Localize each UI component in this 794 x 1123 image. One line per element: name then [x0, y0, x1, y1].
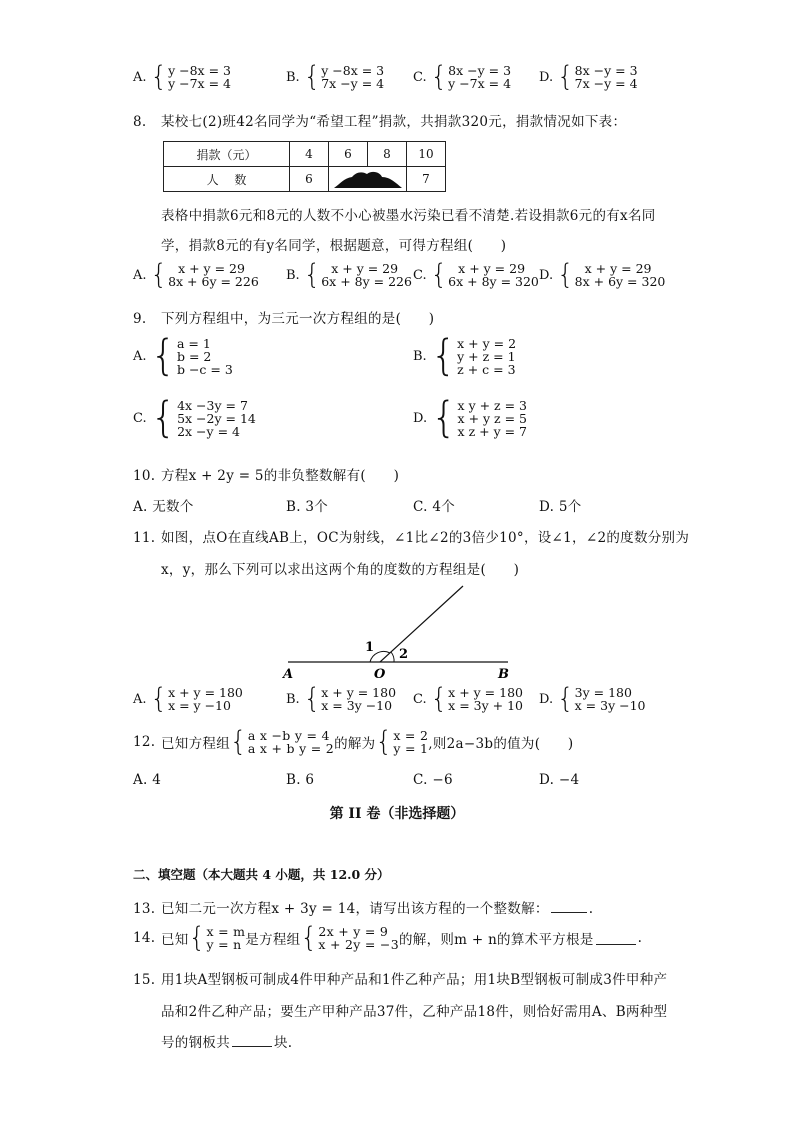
- equation-system: { x + y = 29 8x + 6y = 226: [150, 259, 259, 291]
- table-cell: 7: [407, 167, 446, 192]
- q9-option-d[interactable]: D. { x y + z = 3 x + y z = 5 x z + y = 7: [413, 393, 528, 443]
- equation-system: { a = 1 b = 2 b −c = 3: [150, 331, 233, 381]
- q9-option-c[interactable]: C. { 4x −3y = 7 5x −2y = 14 2x −y = 4: [133, 393, 256, 443]
- answer-blank[interactable]: [232, 1034, 272, 1047]
- table-cell: 捐款（元）: [164, 142, 290, 167]
- question-14-stem: 14. 已知 { x = m y = n 是方程组 { 2x + y = 9 x + 2y = −3 的解，则m + n的算术平方根是 .: [133, 922, 643, 954]
- question-15-text: 品和2件乙种产品；要生产甲种产品37件，乙种产品18件，则恰好需用A、B两种型: [161, 1004, 668, 1020]
- q10-option-d[interactable]: D. 5个: [539, 499, 582, 515]
- equation-system: { x + y = 29 6x + 8y = 320: [430, 259, 539, 291]
- equation-system: { x + y = 29 8x + 6y = 320: [557, 259, 666, 291]
- q7-option-b[interactable]: B. { y −8x = 3 7x −y = 4: [286, 61, 385, 93]
- q7-option-a[interactable]: A. { y −8x = 3 y −7x = 4: [133, 61, 231, 93]
- equation-system: { x + y = 180 x = 3y + 10: [430, 683, 523, 715]
- equation-system: { x y + z = 3 x + y z = 5 x z + y = 7: [431, 393, 528, 443]
- answer-blank[interactable]: [551, 900, 587, 913]
- point-b-label: B: [498, 667, 509, 682]
- donation-table: [163, 141, 446, 192]
- question-8-text: 学，捐款8元的有y名同学，根据题意，可得方程组( ): [161, 238, 507, 254]
- question-8-text: 表格中捐款6元和8元的人数不小心被墨水污染已看不清楚.若设捐款6元的有x名同: [161, 208, 656, 224]
- question-9-stem: 9. 下列方程组中，为三元一次方程组的是( ): [133, 311, 435, 327]
- q8-option-d[interactable]: D. { x + y = 29 8x + 6y = 320: [539, 259, 666, 291]
- q7-option-c[interactable]: C. { 8x −y = 3 y −7x = 4: [413, 61, 512, 93]
- equation-system: { x + y = 180 x = 3y −10: [303, 683, 397, 715]
- equation-system: { 8x −y = 3 7x −y = 4: [557, 61, 638, 93]
- equation-system: { 8x −y = 3 y −7x = 4: [430, 61, 512, 93]
- equation-system: { x + y = 29 6x + 8y = 226: [303, 259, 412, 291]
- table-cell: 10: [407, 142, 446, 167]
- question-15-stem: 15. 用1块A型钢板可制成4件甲种产品和1件乙种产品；用1块B型钢板可制成3件甲种产: [133, 972, 668, 988]
- q10-option-a[interactable]: A. 无数个: [133, 499, 194, 515]
- point-o-label: O: [374, 667, 386, 682]
- table-cell: 8: [368, 142, 407, 167]
- point-a-label: A: [283, 667, 294, 682]
- q9-option-a[interactable]: A. { a = 1 b = 2 b −c = 3: [133, 331, 233, 381]
- equation-system: { x = 2 y = 1: [375, 726, 429, 758]
- q9-option-b[interactable]: B. { x + y = 2 y + z = 1 z + c = 3: [413, 331, 517, 381]
- equation-system: { 3y = 180 x = 3y −10: [557, 683, 646, 715]
- q7-option-d[interactable]: D. { 8x −y = 3 7x −y = 4: [539, 61, 638, 93]
- question-11-stem: 11. 如图，点O在直线AB上，OC为射线，∠1比∠2的3倍少10°，设∠1，∠2的度数分别为: [133, 530, 690, 546]
- equation-system: { x + y = 180 x = y −10: [150, 683, 243, 715]
- angle-2-label: 2: [399, 647, 409, 662]
- angle-figure: [270, 578, 530, 682]
- q10-option-c[interactable]: C. 4个: [413, 499, 456, 515]
- question-8-stem: 8. 某校七(2)班42名同学为“希望工程”捐款，共捐款320元，捐款情况如下表：: [133, 114, 627, 130]
- q12-option-a[interactable]: A. 4: [133, 772, 162, 788]
- q8-option-b[interactable]: B. { x + y = 29 6x + 8y = 226: [286, 259, 412, 291]
- equation-system: { 2x + y = 9 x + 2y = −3: [300, 922, 399, 954]
- equation-system: { y −8x = 3 7x −y = 4: [303, 61, 385, 93]
- q12-option-b[interactable]: B. 6: [286, 772, 315, 788]
- q11-option-a[interactable]: A. { x + y = 180 x = y −10: [133, 683, 243, 715]
- question-11-text: x，y，那么下列可以求出这两个角的度数的方程组是( ): [161, 562, 520, 578]
- equation-system: { a x −b y = 4 a x + b y = 2: [230, 726, 335, 758]
- q11-option-d[interactable]: D. { 3y = 180 x = 3y −10: [539, 683, 646, 715]
- question-10-stem: 10. 方程x + 2y = 5的非负整数解有( ): [133, 468, 400, 484]
- question-15-text: 号的钢板共 块.: [161, 1035, 293, 1051]
- answer-blank[interactable]: [596, 932, 636, 945]
- table-cell: 6: [290, 167, 329, 192]
- table-cell: 6: [329, 142, 368, 167]
- question-13-stem: 13. 已知二元一次方程x + 3y = 14，请写出该方程的一个整数解： .: [133, 901, 594, 917]
- q11-option-c[interactable]: C. { x + y = 180 x = 3y + 10: [413, 683, 523, 715]
- question-12-stem: 12. 已知方程组 { a x −b y = 4 a x + b y = 2 的解为 { x = 2 y = 1 ,则2a−3b的值为( ): [133, 726, 574, 758]
- equation-system: { x + y = 2 y + z = 1 z + c = 3: [430, 331, 517, 381]
- table-cell: 人 数: [164, 167, 290, 192]
- q10-option-b[interactable]: B. 3个: [286, 499, 329, 515]
- q8-option-a[interactable]: A. { x + y = 29 8x + 6y = 226: [133, 259, 259, 291]
- q8-option-c[interactable]: C. { x + y = 29 6x + 8y = 320: [413, 259, 539, 291]
- q12-option-c[interactable]: C. −6: [413, 772, 453, 788]
- q12-option-d[interactable]: D. −4: [539, 772, 580, 788]
- ink-blot-icon: [330, 168, 406, 190]
- section-2-heading: 二、填空题（本大题共 4 小题，共 12.0 分）: [133, 867, 390, 882]
- q11-option-b[interactable]: B. { x + y = 180 x = 3y −10: [286, 683, 397, 715]
- equation-system: { 4x −3y = 7 5x −2y = 14 2x −y = 4: [150, 393, 256, 443]
- angle-1-label: 1: [365, 640, 375, 655]
- equation-system: { x = m y = n: [188, 922, 246, 954]
- equation-system: { y −8x = 3 y −7x = 4: [150, 61, 231, 93]
- part-2-title: 第 II 卷（非选择题）: [329, 806, 465, 822]
- ink-stain-cell: [329, 167, 407, 192]
- table-cell: 4: [290, 142, 329, 167]
